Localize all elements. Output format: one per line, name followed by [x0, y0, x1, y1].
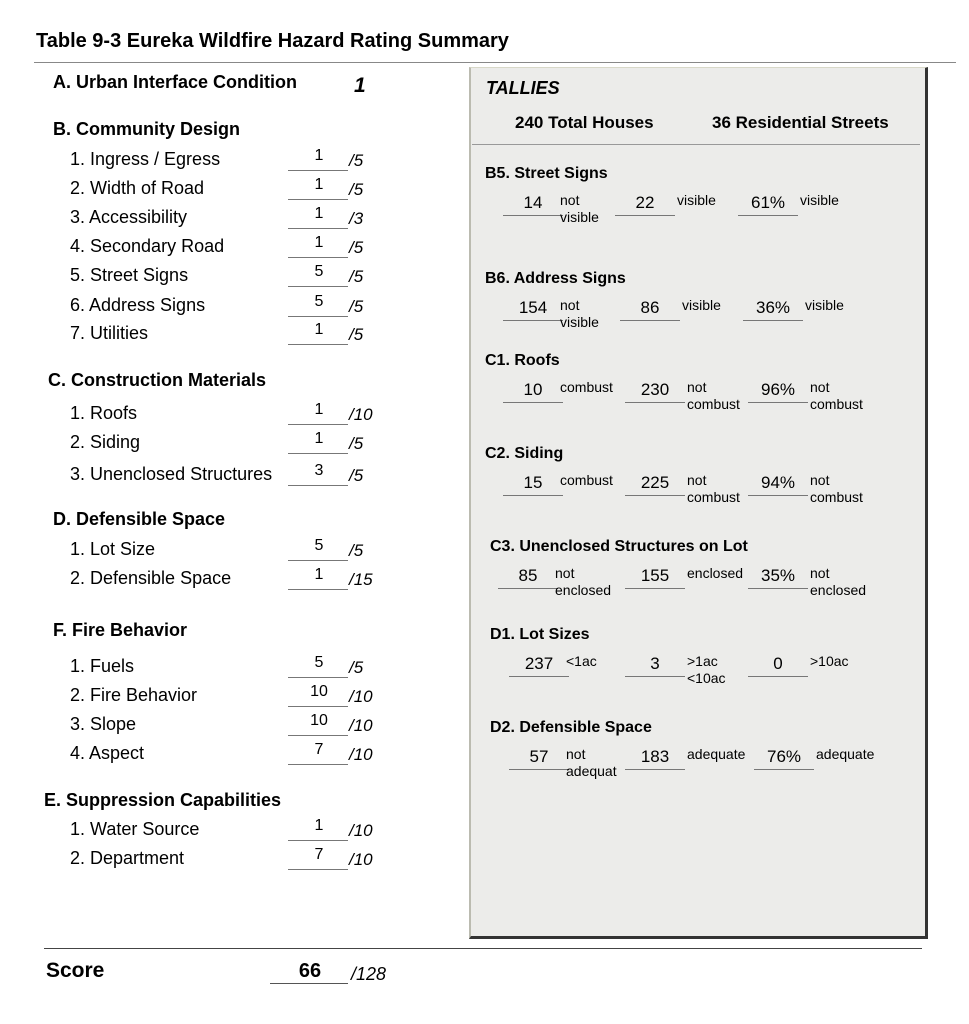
- item-underline: [288, 424, 348, 425]
- tally-label-line2: combust: [810, 489, 863, 505]
- tally-label-line2: enclosed: [555, 582, 612, 598]
- item-label: 1. Roofs: [70, 403, 138, 423]
- tally-underline: [509, 769, 569, 770]
- item-denominator: /3: [349, 209, 364, 228]
- item-underline: [288, 677, 348, 678]
- item-underline: [288, 199, 348, 200]
- section-e-heading: E. Suppression Capabilities: [44, 790, 282, 810]
- item-label: 4. Aspect: [70, 743, 145, 763]
- item-value: 1: [314, 176, 324, 193]
- tally-label-line1: not: [560, 192, 580, 208]
- tally-value: 86: [640, 298, 660, 317]
- item-label: 1. Fuels: [70, 656, 135, 676]
- item-label: 6. Address Signs: [70, 295, 206, 315]
- item-underline: [288, 344, 348, 345]
- tally-group-heading: B6. Address Signs: [485, 270, 626, 287]
- score-underline: [270, 983, 348, 984]
- tally-underline: [503, 495, 563, 496]
- item-label: 3. Slope: [70, 714, 137, 734]
- item-value: 5: [314, 263, 324, 280]
- tally-value: 3: [650, 654, 660, 673]
- tally-value: 76%: [766, 747, 802, 766]
- tally-value: 22: [635, 193, 655, 212]
- tally-value: 225: [640, 473, 670, 492]
- tally-label-line2: combust: [687, 396, 740, 412]
- item-value: 5: [314, 654, 324, 671]
- item-underline: [288, 560, 348, 561]
- item-label: 2. Department: [70, 848, 185, 868]
- item-value: 5: [314, 293, 324, 310]
- tally-label-line1: not: [687, 379, 707, 395]
- tally-label-line1: >1ac: [687, 653, 718, 669]
- tallies-heading: TALLIES: [486, 78, 560, 98]
- score-denominator: /128: [351, 964, 387, 984]
- tally-label-line1: not: [810, 565, 830, 581]
- item-denominator: /5: [349, 325, 364, 344]
- item-denominator: /5: [349, 434, 364, 453]
- section-a-value: 1: [354, 74, 366, 97]
- tally-value: 15: [523, 473, 543, 492]
- item-denominator: /5: [349, 658, 364, 677]
- tally-label-line1: visible: [682, 297, 721, 313]
- item-denominator: /5: [349, 466, 364, 485]
- item-label: 3. Accessibility: [70, 207, 188, 227]
- item-label: 7. Utilities: [70, 323, 149, 343]
- tally-label-line1: visible: [805, 297, 844, 313]
- item-value: 1: [314, 234, 324, 251]
- tally-label-line1: not: [555, 565, 575, 581]
- item-value: 1: [314, 817, 324, 834]
- item-underline: [288, 316, 348, 317]
- item-value: 5: [314, 537, 324, 554]
- item-denominator: /5: [349, 267, 364, 286]
- tally-value: 61%: [750, 193, 786, 212]
- item-underline: [288, 706, 348, 707]
- tally-underline: [503, 402, 563, 403]
- item-denominator: /10: [349, 405, 373, 424]
- tally-label-line2: combust: [687, 489, 740, 505]
- section-c-heading: C. Construction Materials: [48, 370, 267, 390]
- tally-group-heading: C2. Siding: [485, 445, 564, 462]
- tally-value: 14: [523, 193, 543, 212]
- item-denominator: /10: [349, 687, 373, 706]
- item-underline: [288, 589, 348, 590]
- tally-label-line1: adequate: [816, 746, 875, 762]
- tally-value: 155: [640, 566, 670, 585]
- item-label: 2. Siding: [70, 432, 141, 452]
- item-value: 1: [314, 147, 324, 164]
- item-label: 3. Unenclosed Structures: [70, 464, 273, 484]
- tally-label-line2: combust: [810, 396, 863, 412]
- item-value: 1: [314, 566, 324, 583]
- section-a-heading: A. Urban Interface Condition: [53, 72, 298, 92]
- item-value: 7: [314, 741, 324, 758]
- item-denominator: /5: [349, 180, 364, 199]
- residential-streets: 36 Residential Streets: [712, 113, 889, 132]
- tally-underline: [625, 495, 685, 496]
- item-label: 2. Width of Road: [70, 178, 205, 198]
- item-value: 1: [314, 205, 324, 222]
- item-label: 2. Fire Behavior: [70, 685, 198, 705]
- item-underline: [288, 485, 348, 486]
- tally-underline: [748, 588, 808, 589]
- tally-underline: [620, 320, 680, 321]
- tally-underline: [625, 402, 685, 403]
- tally-label-line1: visible: [677, 192, 716, 208]
- tally-label-line1: combust: [560, 379, 613, 395]
- item-underline: [288, 257, 348, 258]
- tally-label-line1: not: [560, 297, 580, 313]
- item-underline: [288, 735, 348, 736]
- item-label: 4. Secondary Road: [70, 236, 225, 256]
- item-value: 3: [314, 462, 324, 479]
- item-denominator: /10: [349, 716, 373, 735]
- score-label: Score: [46, 959, 105, 982]
- item-value: 1: [314, 321, 324, 338]
- item-underline: [288, 869, 348, 870]
- tally-value: 85: [518, 566, 538, 585]
- tally-underline: [509, 676, 569, 677]
- tally-group-heading: C1. Roofs: [485, 352, 560, 369]
- tally-underline: [615, 215, 675, 216]
- section-b-heading: B. Community Design: [53, 119, 241, 139]
- tally-label-line1: not: [566, 746, 586, 762]
- tally-label-line2: <10ac: [687, 670, 726, 686]
- tally-underline: [503, 215, 563, 216]
- item-underline: [288, 228, 348, 229]
- item-label: 1. Ingress / Egress: [70, 149, 221, 169]
- tally-label-line1: >10ac: [810, 653, 849, 669]
- tally-label-line1: enclosed: [687, 565, 744, 581]
- tally-underline: [503, 320, 563, 321]
- tally-value: 57: [529, 747, 549, 766]
- tallies-divider: [472, 144, 920, 145]
- tally-label-line1: not: [810, 379, 830, 395]
- tally-underline: [498, 588, 558, 589]
- tally-value: 0: [773, 654, 783, 673]
- item-label: 1. Water Source: [70, 819, 200, 839]
- item-underline: [288, 286, 348, 287]
- item-label: 5. Street Signs: [70, 265, 189, 285]
- item-value: 1: [314, 430, 324, 447]
- tally-group-heading: C3. Unenclosed Structures on Lot: [490, 538, 748, 555]
- tally-value: 154: [518, 298, 548, 317]
- item-denominator: /5: [349, 238, 364, 257]
- tally-underline: [625, 676, 685, 677]
- item-label: 2. Defensible Space: [70, 568, 232, 588]
- item-label: 1. Lot Size: [70, 539, 156, 559]
- total-houses: 240 Total Houses: [515, 113, 654, 132]
- score-value: 66: [298, 960, 322, 982]
- item-value: 1: [314, 401, 324, 418]
- tally-label-line1: <1ac: [566, 653, 597, 669]
- item-value: 10: [310, 683, 328, 700]
- tally-label-line2: visible: [560, 209, 599, 225]
- tally-underline: [748, 676, 808, 677]
- item-denominator: /5: [349, 541, 364, 560]
- tally-label-line2: adequat: [566, 763, 617, 779]
- tally-group-heading: D1. Lot Sizes: [490, 626, 590, 643]
- item-underline: [288, 170, 348, 171]
- item-denominator: /5: [349, 151, 364, 170]
- tally-value: 35%: [760, 566, 796, 585]
- tally-label-line1: not: [687, 472, 707, 488]
- tally-value: 94%: [760, 473, 796, 492]
- item-underline: [288, 453, 348, 454]
- item-denominator: /5: [349, 297, 364, 316]
- tally-underline: [738, 215, 798, 216]
- tally-label-line1: visible: [800, 192, 839, 208]
- tally-underline: [748, 402, 808, 403]
- item-denominator: /10: [349, 821, 373, 840]
- item-value: 10: [310, 712, 328, 729]
- tally-value: 237: [524, 654, 554, 673]
- tally-label-line2: visible: [560, 314, 599, 330]
- item-value: 7: [314, 846, 324, 863]
- tally-value: 36%: [755, 298, 791, 317]
- tally-value: 96%: [760, 380, 796, 399]
- tally-label-line1: combust: [560, 472, 613, 488]
- tally-underline: [625, 588, 685, 589]
- item-underline: [288, 764, 348, 765]
- tally-label-line1: adequate: [687, 746, 746, 762]
- tally-underline: [748, 495, 808, 496]
- page-title: Table 9-3 Eureka Wildfire Hazard Rating Summary: [36, 30, 509, 52]
- tally-value: 230: [640, 380, 670, 399]
- section-d-heading: D. Defensible Space: [53, 509, 226, 529]
- item-denominator: /10: [349, 745, 373, 764]
- tally-label-line1: not: [810, 472, 830, 488]
- tally-underline: [743, 320, 803, 321]
- tally-group-heading: D2. Defensible Space: [490, 719, 652, 736]
- tally-underline: [625, 769, 685, 770]
- item-underline: [288, 840, 348, 841]
- item-denominator: /10: [349, 850, 373, 869]
- title-divider: [34, 62, 956, 63]
- section-f-heading: F. Fire Behavior: [53, 620, 188, 640]
- tally-group-heading: B5. Street Signs: [485, 165, 608, 182]
- tally-value: 10: [523, 380, 543, 399]
- tally-label-line2: enclosed: [810, 582, 867, 598]
- score-divider: [44, 948, 922, 949]
- tally-underline: [754, 769, 814, 770]
- item-denominator: /15: [349, 570, 373, 589]
- tally-value: 183: [640, 747, 670, 766]
